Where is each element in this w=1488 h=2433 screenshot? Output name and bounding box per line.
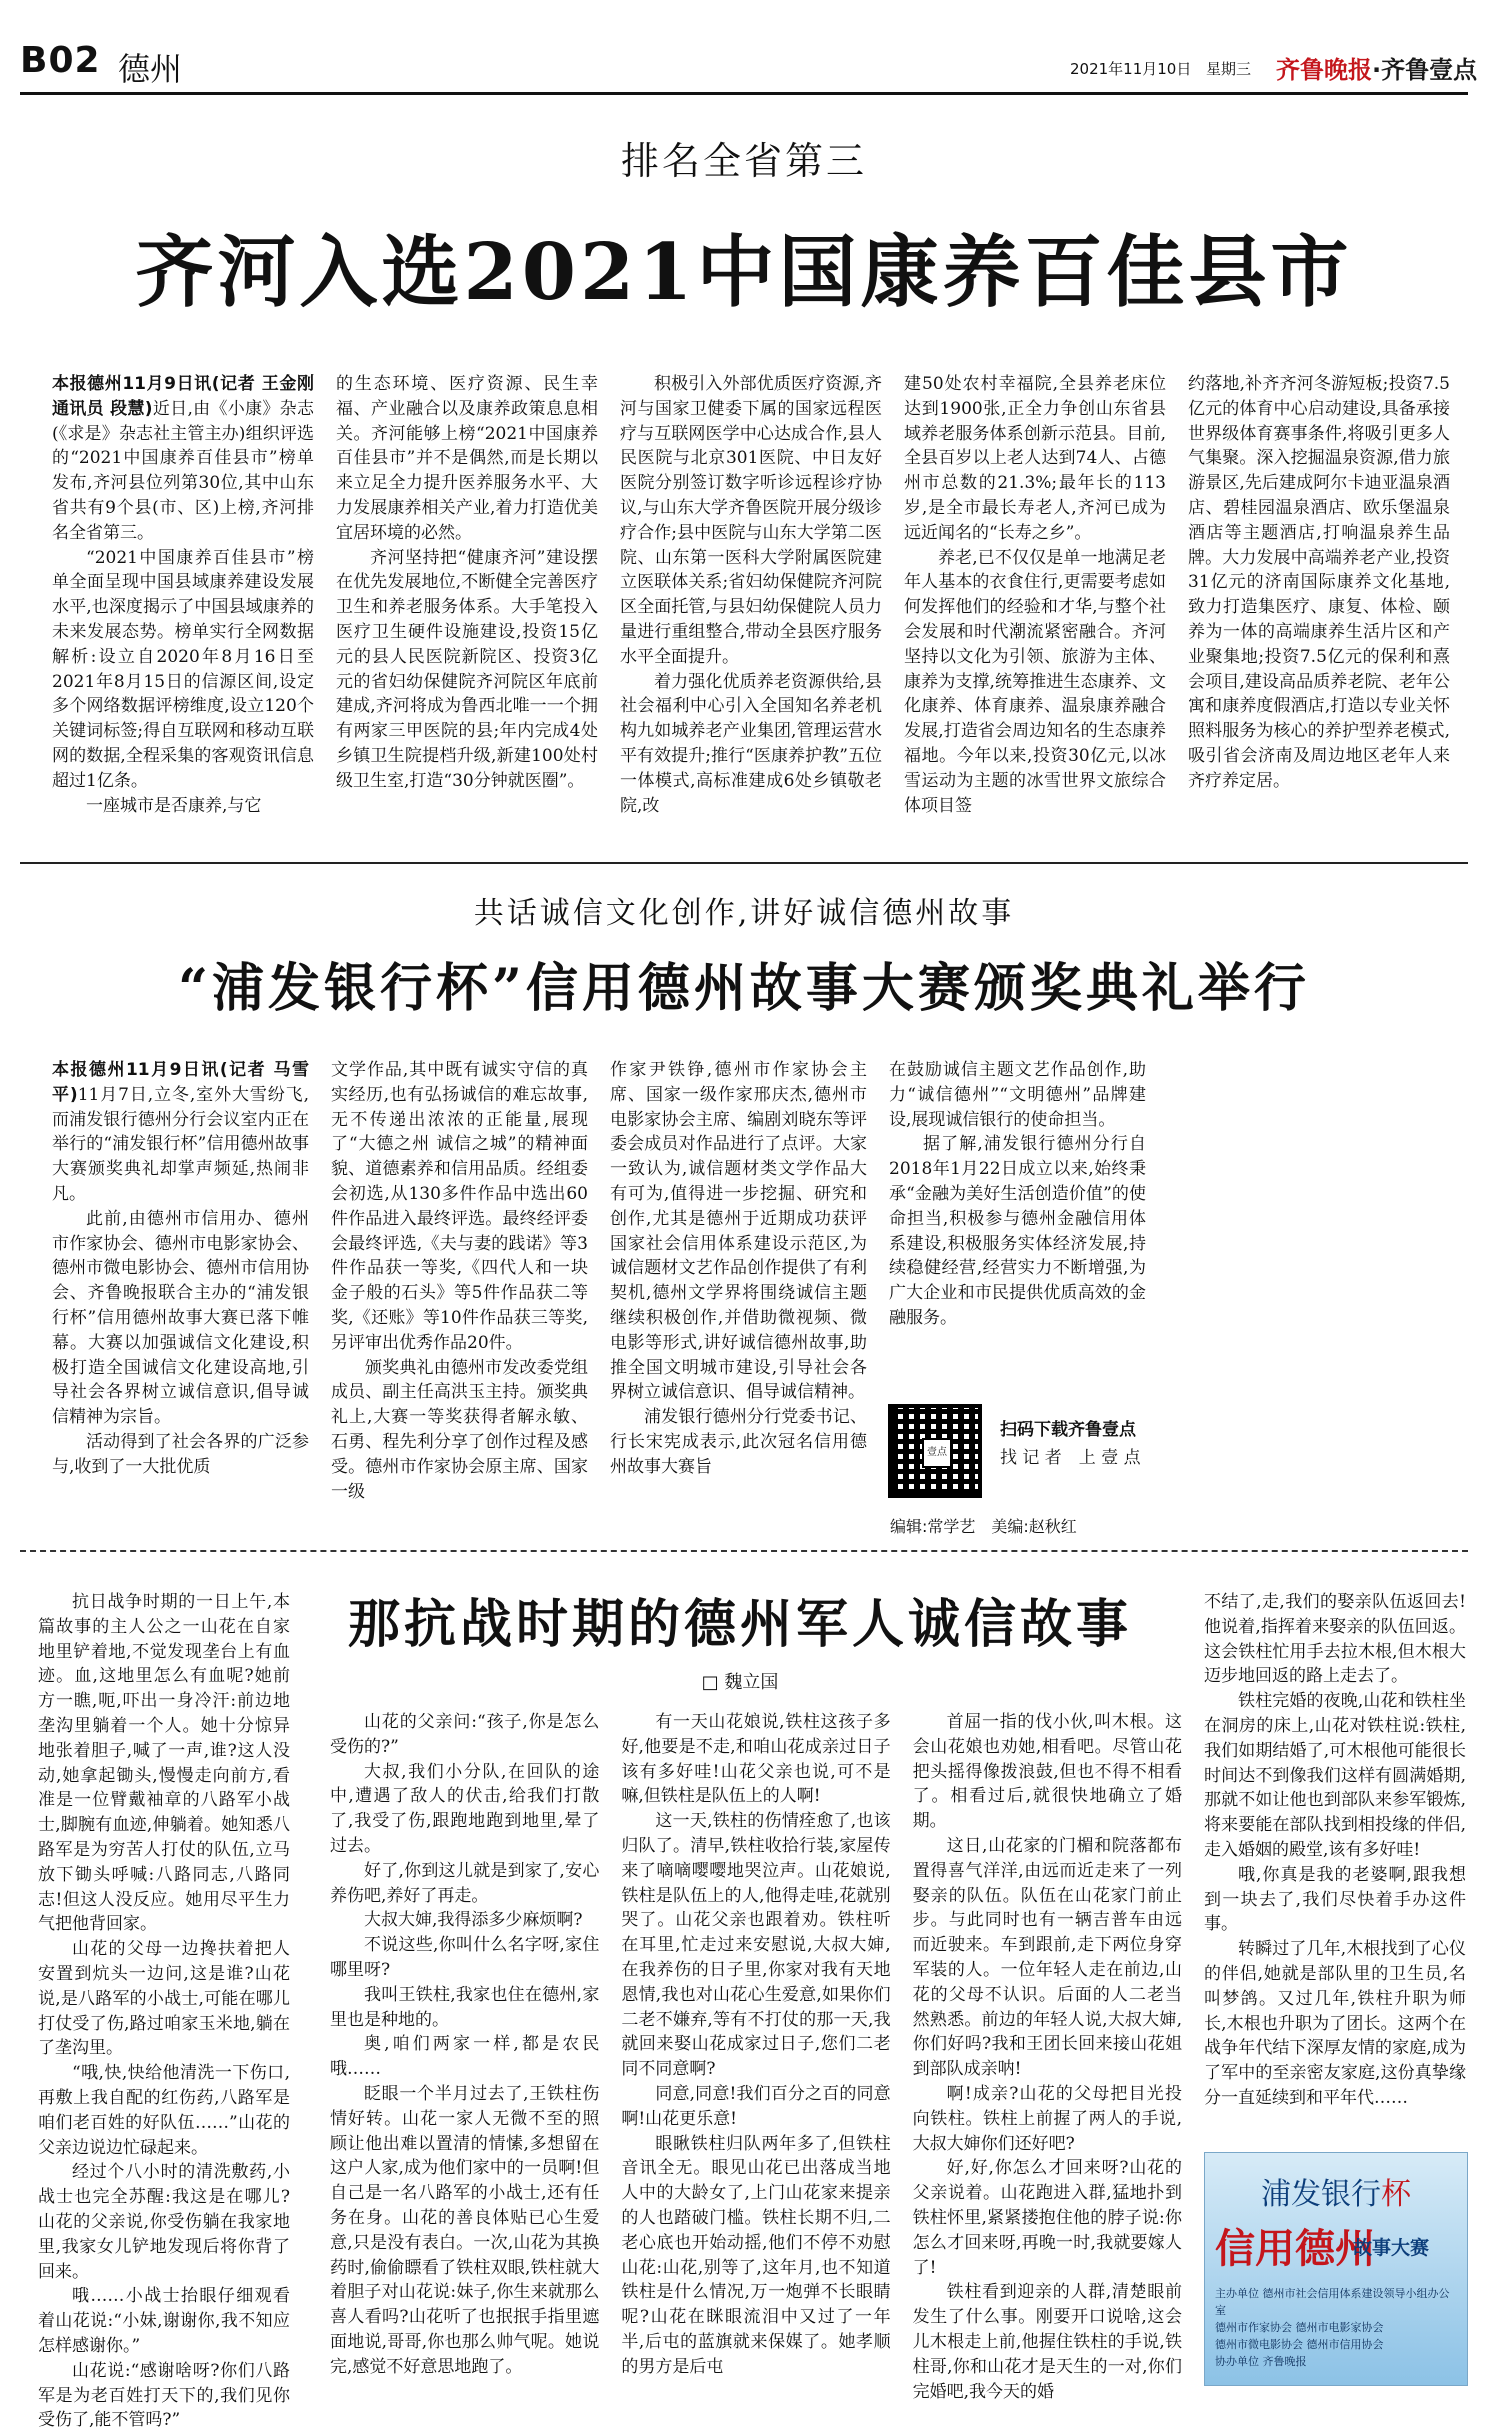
ad-bank-name xyxy=(1205,2169,1467,2213)
story3-paragraph: 不说这些,你叫什么名字呀,家住哪里呀? xyxy=(330,1935,600,1980)
story1-paragraph: 近日,由《小康》杂志(《求是》杂志社主管主办)组织评选的“2021中国康养百佳县市”榜单发布,齐河县位列第30位,其中山东省共有9个县(市、区)上榜,齐河排名全省第三。 xyxy=(52,398,314,543)
story3-paragraph: 哦……小战士抬眼仔细观看着山花说:“小妹,谢谢你,我不知应怎样感谢你。” xyxy=(38,2286,290,2356)
story1-paragraph: 养老,已不仅仅是单一地满足老年人基本的衣食住行,更需要考虑如何发挥他们的经验和才华,与整个社会发展和时代潮流紧密融合。齐河坚持以文化为引领、旅游为主体、康养为支撑,统筹推进生态康养、文化康养、体育康养、温泉康养融合发展,打造省会周边知名的生态康养福地。今年以来,投资30亿元,以冰雪运动为主题的冰雪世界文旅综合体项目签 xyxy=(904,547,1166,816)
story1-paragraph: 着力强化优质养老资源供给,县社会福利中心引入全国知名养老机构九如城养老产业集团,管理运营水平有效提升;推行“医康养护教”五位一体模式,高标准建成6处乡镇敬老院,改 xyxy=(620,671,882,816)
story2-paragraph: 文学作品,其中既有诚实守信的真实经历,也有弘扬诚信的难忘故事,无不传递出浓浓的正能量,展现了“大德之州 诚信之城”的精神面貌、道德素养和信用品质。经组委会初选,从130多件作品中选出60件作品进入最终评选。最终经评委会最终评选,《夫与妻的践诺》等3件作品获一等奖,《四代人和一块金子般的石头》等5件作品获二等奖,《还账》等10件作品获三等奖,另评审出优秀作品20件。 xyxy=(331,1060,588,1353)
qr-subtitle: 找 记 者 上 壹 点 xyxy=(1000,1448,1141,1468)
story3-paragraph: 啊!成亲?山花的父母把目光投向铁柱。铁柱上前握了两人的手说,大叔大婶你们还好吧? xyxy=(912,2083,1182,2154)
story1-body xyxy=(52,372,1450,848)
story3-paragraph: 好了,你到这儿就是到家了,安心养伤吧,养好了再走。 xyxy=(330,1860,600,1906)
contest-advertisement[interactable] xyxy=(1204,2152,1468,2386)
story2-col-3 xyxy=(610,1058,867,1538)
qr-caption xyxy=(1000,1416,1141,1472)
issue-weekday: 星期三 xyxy=(1206,60,1252,78)
section-name: 德州 xyxy=(118,50,183,88)
story3-paragraph: 山花的父母一边搀扶着把人安置到炕头一边问,这是谁?山花说,是八路军的小战士,可能在哪儿打仗受了伤,路过咱家玉米地,躺在了垄沟里。 xyxy=(38,1939,290,2059)
qr-center-label: 壹点 xyxy=(922,1438,952,1468)
story2-col-1 xyxy=(52,1058,309,1538)
qr-download-box[interactable] xyxy=(888,1404,1188,1508)
story3-paragraph: 奥,咱们两家一样,都是农民哦…… xyxy=(330,2034,600,2080)
editor-credits: 编辑:常学艺 美编:赵秋红 xyxy=(890,1517,1077,1536)
story3-paragraph: 铁柱完婚的夜晚,山花和铁柱坐在洞房的床上,山花对铁柱说:铁柱,我们如期结婚了,可木根他可能很长时间达不到像我们这样有圆满婚期,那就不如让他也到部队来参军锻炼,将来要能在部队找到相投缘的伴侣,走入婚姻的殿堂,该有多好哇! xyxy=(1204,1691,1466,1860)
story3-paragraph: 好,好,你怎么才回来呀?山花的父亲说着。山花跑进入群,猛地扑到铁柱怀里,紧紧搂抱住他的脖子说:你怎么才回来呀,再晚一时,我就要嫁人了! xyxy=(912,2158,1182,2278)
story3-paragraph: 山花说:“感谢啥呀?你们八路军是为老百姓打天下的,我们见你受伤了,能不管吗?” xyxy=(38,2360,290,2431)
story3-paragraph: 抗日战争时期的一日上午,本篇故事的主人公之一山花在自家地里铲着地,不觉发现垄台上有血迹。血,这地里怎么有血呢?她前方一瞧,呃,吓出一身冷汗:前边地垄沟里躺着一个人。她十分惊异地张着胆子,喊了一声,谁?这人没动,她拿起锄头,慢慢走向前方,看准是一位臂戴袖章的八路军小战士,脚腕有血迹,伸躺着。她知悉八路军是为穷苦人打仗的队伍,立马放下锄头呼喊:八路同志,八路同志!但这人没反应。她用尽平生力气把他背回家。 xyxy=(38,1592,290,1935)
brand-name: 齐鲁晚报 xyxy=(1276,56,1372,84)
story3-paragraph: 眼瞅铁柱归队两年多了,但铁柱音讯全无。眼见山花已出落成当地人中的大龄女了,上门山花家来提亲的人也踏破门槛。铁柱长期不归,二老心底也开始动摇,他们不停不劝慰山花:山花,别等了,这年月,也不知道铁柱是什么情况,万一炮弹不长眼睛呢?山花在眯眼流泪中又过了一年半,后屯的蓝旗就来保媒了。她孝顺的男方是后屯 xyxy=(621,2133,891,2377)
story2-headline: “浦发银行杯”信用德州故事大赛颁奖典礼举行 xyxy=(178,958,1310,1019)
story3-paragraph: 转瞬过了几年,木根找到了心仪的伴侣,她就是部队里的卫生员,名叫梦鸽。又过几年,铁柱升职为师长,木根也升职为了团长。这两个在战争年代结下深厚友情的家庭,成为了军中的至亲密友家庭,这份真挚缘分一直延续到和平年代…… xyxy=(1204,1939,1466,2108)
brand-logo xyxy=(1276,50,1477,85)
story2-paragraph: 作家尹铁铮,德州市作家协会主席、国家一级作家邢庆杰,德州市电影家协会主席、编剧刘晓东等评委会成员对作品进行了点评。大家一致认为,诚信题材类文学作品大有可为,值得进一步挖掘、研究和创作,尤其是德州于近期成功获评国家社会信用体系建设示范区,为诚信题材文艺作品创作提供了有利契机,德州文学界将围绕诚信主题继续积极创作,并借助微视频、微电影等形式,讲好诚信德州故事,助推全国文明城市建设,引导社会各界树立诚信意识、倡导诚信精神。 xyxy=(610,1060,867,1403)
page-header xyxy=(20,40,1478,90)
story1-col-5 xyxy=(1188,372,1450,848)
story3-headline: 那抗战时期的德州军人诚信故事 xyxy=(347,1594,1132,1655)
story1-paragraph: 一座城市是否康养,与它 xyxy=(86,795,262,816)
story3-col-2 xyxy=(621,1710,890,2382)
story3-col-1 xyxy=(330,1710,599,2382)
story2-kicker: 共话诚信文化创作,讲好诚信德州故事 xyxy=(473,896,1015,931)
story2-paragraph: 颁奖典礼由德州市发改委党组成员、副主任高洪玉主持。颁奖典礼上,大赛一等奖获得者解永敏、石勇、程先利分享了创作过程及感受。德州市作家协会原主席、国家一级 xyxy=(331,1357,588,1502)
story2-paragraph: 浦发银行德州分行党委书记、行长宋宪成表示,此次冠名信用德州故事大赛旨 xyxy=(610,1407,867,1477)
story3-paragraph: 我叫王铁柱,我家也住在德州,家里也是种地的。 xyxy=(330,1984,600,2030)
story1-paragraph: 积极引入外部优质医疗资源,齐河与国家卫健委下属的国家远程医疗与互联网医学中心达成合作,县人民医院与北京301医院、中日友好医院分别签订数字听诊远程诊疗协议,与山东大学齐鲁医院开展分级诊疗合作;县中医院与山东大学第二医院、山东第一医科大学附属医院建立医联体关系;省妇幼保健院齐河院区全面托管,与县妇幼保健院人员力量进行重组整合,带动全县医疗服务水平全面提升。 xyxy=(620,374,882,667)
brand-sub: ·齐鲁壹点 xyxy=(1372,56,1478,84)
story3-right-column xyxy=(1204,1590,1466,2140)
story3-paragraph: 首屈一指的伐小伙,叫木根。这会山花娘也劝她,相看吧。尽管山花把头摇得像拨浪鼓,但也不得不相看了。相看过后,就很快地确立了婚期。 xyxy=(912,1712,1182,1832)
ad-organizer-row: 德州市微电影协会 德州市信用协会 xyxy=(1215,2338,1384,2351)
story3-paragraph: 铁柱看到迎亲的人群,清楚眼前发生了什么事。刚要开口说啥,这会儿木根走上前,他握住铁柱的手说,铁柱哥,你和山花才是天生的一对,你们完婚吧,我今天的婚 xyxy=(912,2282,1182,2402)
header-rule xyxy=(20,92,1468,95)
story1-headline: 齐河入选2021中国康养百佳县市 xyxy=(135,227,1353,318)
ad-organizer-row: 协办单位 齐鲁晚报 xyxy=(1215,2355,1307,2368)
story1-col-1 xyxy=(52,372,314,848)
story3-paragraph: 大叔,我们小分队,在回队的途中,遭遇了敌人的伏击,给我们打散了,我受了伤,跟跑地跑到地里,晕了过去。 xyxy=(330,1761,600,1856)
ad-main-title: 信用德州 xyxy=(1215,2225,1375,2272)
ad-organizers xyxy=(1215,2285,1459,2370)
story1-col-3 xyxy=(620,372,882,848)
story3-paragraph: “哦,快,快给他清洗一下伤口,再敷上我自配的红伤药,八路军是咱们老百姓的好队伍……”山花的父亲边说边忙碌起来。 xyxy=(38,2063,290,2158)
story3-author: □ 魏立国 xyxy=(701,1672,779,1693)
story2-paragraph: 在鼓励诚信主题文艺作品创作,助力“诚信德州”“文明德州”品牌建设,展现诚信银行的使命担当。 xyxy=(889,1060,1146,1130)
ad-event-title: 故事大赛 xyxy=(1353,2237,1430,2259)
ad-organizer-row: 主办单位 德州市社会信用体系建设领导小组办公室 xyxy=(1215,2287,1450,2317)
qr-title: 扫码下载齐鲁壹点 xyxy=(1000,1420,1136,1440)
story1-paragraph: “2021中国康养百佳县市”榜单全面呈现中国县域康养建设发展水平,也深度揭示了中国县域康养的未来发展态势。榜单实行全网数据解析:设立自2020年8月16日至2021年8月15日的信源区间,设定多个网络数据评榜维度,设立120个关键词标签;得自互联网和移动互联网的数据,全程采集的客观资讯信息超过1亿条。 xyxy=(52,547,314,791)
section-divider-dashed xyxy=(20,1550,1468,1552)
story2-col-2 xyxy=(331,1058,588,1538)
story3-body xyxy=(330,1710,1182,2402)
story3-paragraph: 哦,你真是我的老婆啊,跟我想到一块去了,我们尽快着手办这件事。 xyxy=(1204,1864,1466,1935)
story1-paragraph: 建50处农村幸福院,全县养老床位达到1900张,正全力争创山东省县域养老服务体系创新示范县。目前,全县百岁以上老人达到74人、占德州市总数的21.3%;最年长的113岁,是全市最长寿老人,齐河已成为远近闻名的“长寿之乡”。 xyxy=(904,374,1166,543)
page-number: B02 xyxy=(20,40,101,81)
story1-col-4 xyxy=(904,372,1166,848)
story3-paragraph: 大叔大婶,我得添多少麻烦啊? xyxy=(364,1910,583,1931)
ad-bank-label: 浦发银行 xyxy=(1261,2177,1381,2212)
story1-paragraph: 齐河坚持把“健康齐河”建设摆在优先发展地位,不断健全完善医疗卫生和养老服务体系。大手笔投入医疗卫生硬件设施建设,投资15亿元的县人民医院新院区、投资3亿元的省妇幼保健院齐河院区年底前建成,齐河将成为鲁西北唯一一个拥有两家三甲医院的县;年内完成4处乡镇卫生院提档升级,新建100处村级卫生室,打造“30分钟就医圈”。 xyxy=(336,547,598,791)
section-divider xyxy=(20,862,1468,864)
ad-cup-label: 杯 xyxy=(1381,2177,1411,2212)
story2-paragraph: 据了解,浦发银行德州分行自2018年1月22日成立以来,始终秉承“金融为美好生活创造价值”的使命担当,积极参与德州金融信用体系建设,积极服务实体经济发展,持续稳健经营,经营实力不断增强,为广大企业和市民提供优质高效的金融服务。 xyxy=(889,1134,1146,1328)
story2-byline: 本报德州11月9日讯(记者 马雪平) xyxy=(52,1060,309,1105)
story3-paragraph: 这日,山花家的门楣和院落都布置得喜气洋洋,由远而近走来了一列娶亲的队伍。队伍在山花家门前止步。与此同时也有一辆吉普车由远而近驶来。车到跟前,走下两位身穿军装的人。一位年轻人走在前边,山花的父母不认识。后面的人二老当然熟悉。前边的年轻人说,大叔大婶,你们好吗?我和王团长回来接山花姐到部队成亲呐! xyxy=(912,1835,1182,2080)
story3-paragraph: 眨眼一个半月过去了,王铁柱伤情好转。山花一家人无微不至的照顾让他出难以置清的情愫,多想留在这户人家,成为他们家中的一员啊!但自己是一名八路军的小战士,还有任务在身。山花的善良体贴已心生爱意,只是没有表白。一次,山花为其换药时,偷偷瞟看了铁柱双眼,铁柱就大着胆子对山花说:妹子,你生来就那么喜人看吗?山花听了也抿抿手指里遮面地说,哥哥,你也那么帅气呢。她说完,感觉不好意思地跑了。 xyxy=(330,2083,600,2377)
story2-paragraph: 此前,由德州市信用办、德州市作家协会、德州市电影家协会、德州市微电影协会、德州市信用协会、齐鲁晚报联合主办的“浦发银行杯”信用德州故事大赛已落下帷幕。大赛以加强诚信文化建设,积极打造全国诚信文化建设高地,引导社会各界树立诚信意识,倡导诚信精神为宗旨。 xyxy=(52,1208,309,1428)
story3-left-column xyxy=(38,1590,290,2431)
story2-paragraph: 活动得到了社会各界的广泛参与,收到了一大批优质 xyxy=(52,1431,309,1477)
story3-paragraph: 同意,同意!我们百分之百的同意啊!山花更乐意! xyxy=(621,2083,891,2129)
story3-paragraph: 山花的父亲问:“孩子,你是怎么受伤的?” xyxy=(330,1712,600,1757)
story3-col-3 xyxy=(912,1710,1182,2402)
qr-code[interactable] xyxy=(888,1404,982,1498)
story1-col-2 xyxy=(336,372,598,848)
story2-paragraph: 11月7日,立冬,室外大雪纷飞,而浦发银行德州分行会议室内正在举行的“浦发银行杯”信用德州故事大赛颁奖典礼却掌声频延,热闹非凡。 xyxy=(52,1084,309,1204)
story1-paragraph: 的生态环境、医疗资源、民生幸福、产业融合以及康养政策息息相关。齐河能够上榜“2021中国康养百佳县市”并不是偶然,而是长期以来立足全力提升医养服务水平、大力发展康养相关产业,着力打造优美宜居环境的必然。 xyxy=(336,374,598,543)
story3-paragraph: 不结了,走,我们的娶亲队伍返回去!他说着,指挥着来娶亲的队伍回返。这会铁柱忙用手去拉木根,但木根大迈步地回返的路上走去了。 xyxy=(1204,1592,1466,1687)
story3-paragraph: 经过个八小时的清洗敷药,小战士也完全苏醒:我这是在哪儿?山花的父亲说,你受伤躺在我家地里,我家女儿铲地发现后将你背了回来。 xyxy=(38,2162,290,2282)
ad-organizer-row: 德州市作家协会 德州市电影家协会 xyxy=(1215,2321,1384,2334)
story1-byline: 本报德州11月9日讯(记者 王金刚 通讯员 段慧) xyxy=(52,374,314,419)
issue-date: 2021年11月10日 xyxy=(1070,60,1192,78)
story1-kicker: 排名全省第三 xyxy=(620,139,867,183)
story3-paragraph: 有一天山花娘说,铁柱这孩子多好,他要是不走,和咱山花成亲过日子该有多好哇!山花父亲也说,可不是嘛,但铁柱是队伍上的人啊! xyxy=(621,1712,891,1807)
story3-paragraph: 这一天,铁柱的伤情痊愈了,也该归队了。清早,铁柱收拾行装,家屋传来了嘀嘀嘤嘤地哭泣声。山花娘说,铁柱是队伍上的人,他得走哇,花就别哭了。山花父亲也跟着劝。铁柱听在耳里,忙走过来安慰说,大叔大婶,在我养伤的日子里,你家对我有天地恩情,我也对山花心生爱意,如果你们二老不嫌弃,等有不打仗的那一天,我就回来娶山花成家过日子,您们二老同不同意啊? xyxy=(621,1811,891,2080)
story1-paragraph: 约落地,补齐齐河冬游短板;投资7.5亿元的体育中心启动建设,具备承接世界级体育赛事条件,将吸引更多人气集聚。深入挖掘温泉资源,借力旅游景区,先后建成阿尔卡迪亚温泉酒店、碧桂园温泉酒店、欧乐堡温泉酒店等主题酒店,打响温泉养生品牌。大力发展中高端养老产业,投资31亿元的济南国际康养文化基地,致力打造集医疗、康复、体检、颐养为一体的高端康养生活片区和产业聚集地;投资7.5亿元的保利和熹会项目,建设高品质养老院、老年公寓和康养度假酒店,打造以专业关怀照料服务为核心的养护型养老模式,吸引省会济南及周边地区老年人来齐疗养定居。 xyxy=(1188,374,1450,791)
